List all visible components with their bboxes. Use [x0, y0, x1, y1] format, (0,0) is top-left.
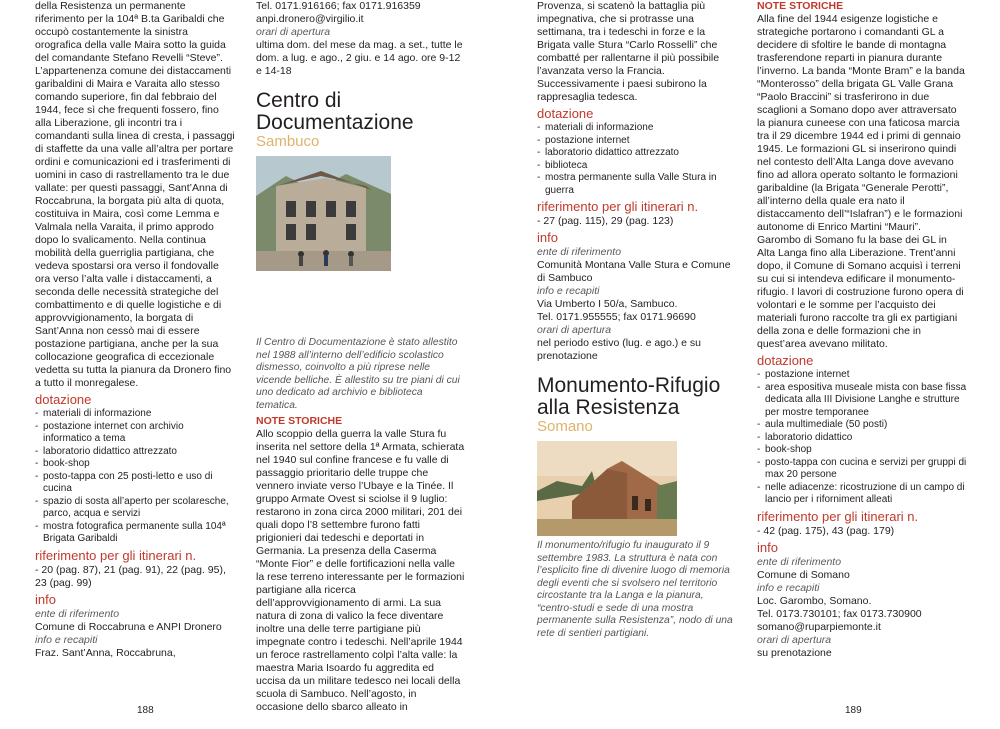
riferimento-text: - 42 (pag. 175), 43 (pag. 179) [757, 524, 895, 537]
email-text: anpi.dronero@virgilio.it [256, 13, 364, 25]
orari-value: su prenotazione [757, 646, 832, 659]
list-item: - posto-tappa con 25 posti-letto e uso di cucina [35, 471, 235, 496]
entry-title: Centro di Documentazione [256, 89, 414, 134]
list-item: - materiali di informazione [537, 122, 737, 135]
column-1 [35, 0, 235, 660]
entry-title: Monumento-Rifugio alla Resistenza [537, 374, 721, 419]
list-item: - mostra fotografica permanente sulla 104ª Brigata Garibaldi [35, 521, 235, 546]
intro-text: della Resistenza un permanente riferimento per la 104ª B.ta Garibaldi che occupò costantemente la sinistra orografica della valle Maira sotto la guida del comandante Stefano Revelli “Steve”. L’appartenenza comune dei distaccamenti garibaldini di Maira e Varaita allo stesso comando superiore, fin dal febbraio del 1944, fece sì che frequenti fossero, fino alla Liberazione, gli incontri tra i comandanti sulla linea di cresta, i passaggi di staffette da una valle all’altra per portare ordini e comunicazioni ed i trasferimenti di uomini in caso di rastrellamento tra le due vallate: per questi passaggi, Sant’Anna di Roccabruna, la borgata più alta di quota, costituiva in Maira, così come Lemma e Valmala nella Varaita, il primo approdo dopo lo svalicamento. Nella continua mobilità della guerriglia partigiana, che vedeva spostarsi ora verso il fondovalle ora verso l’alta valle i distaccamenti, a seconda delle necessità strategiche del combattimento e di quelle logistiche e di approvvigionamento, la borgata di Sant’Anna non cessò mai di essere postazione partigiana, anche per la sua collocazione geografica di eccezionale vedetta su tutta la pianura da Dronero fino a tutto il monregalese. [35, 0, 235, 389]
section-heading-riferimento: riferimento per gli itinerari n. [757, 508, 919, 524]
list-item: - book-shop [35, 458, 235, 471]
list-item: - laboratorio didattico attrezzato [537, 147, 737, 160]
dotazione-list [537, 122, 737, 197]
building-photo [256, 156, 391, 271]
orari-value: ultima dom. del mese da mag. a set., tutte le dom. a lug. e ago., 2 giu. e 14 ago. ore 9-12 e 14-18 [256, 39, 463, 77]
recapiti-label: info e recapiti [35, 633, 98, 646]
dotazione-list [757, 369, 967, 507]
list-item: - laboratorio didattico attrezzato [35, 446, 235, 459]
list-item: - mostra permanente sulla Valle Stura in guerra [537, 172, 737, 197]
note-text: Alla fine del 1944 esigenze logistiche e strategiche portarono i comandanti GL a decidere di sfoltire le bande di montagna trasferendone reparti in pianura durante l’inverno. La banda “Monte Bram” e la banda “Monterosso” della brigata GL Valle Grana “Paolo Braccini” si trasferirono in due scaglioni a Somano dopo aver attraversato la pianura cuneese con una faticosa marcia tra il 29 dicembre 1944 ed i primi di gennaio 1945. Le formazioni GL si inserirono quindi nel contesto dell’Alta Langa dove avevano fino ad allora operato soltanto le formazioni garibaldine (la Brigata “Generale Perotti”, all’interno della quale era nato il distaccamento dell’“Islafran”) e le formazioni autonome di Enrico Martini “Mauri”. Garombo di Somano fu la base dei GL in Alta Langa fino alla Liberazione. Trent’anni dopo, il Comune di Somano acquisì i terreni su cui si intendeva edificare il monumento-rifugio. I lavori di costruzione furono opera di volontari e le somme per l’acquisto dei materiali furono raccolte tra gli ex partigiani della zona e delle formazioni che in quest’area avevano militato. [757, 13, 965, 350]
entry-place: Somano [537, 418, 593, 435]
page-number-right: 189 [845, 705, 862, 716]
phone-text: Tel. 0171.955555; fax 0171.96690 [537, 311, 696, 323]
list-item: - posto-tappa con cucina e servizi per gruppi di max 20 persone [757, 457, 967, 482]
page-number-left: 188 [137, 705, 154, 716]
phone-text: Tel. 0171.916166; fax 0171.916359 [256, 0, 421, 12]
note-heading: NOTE STORICHE [757, 0, 844, 12]
list-item: - book-shop [757, 444, 967, 457]
section-heading-dotazione: dotazione [757, 353, 814, 368]
section-heading-dotazione: dotazione [35, 392, 92, 407]
recapiti-label: info e recapiti [537, 285, 600, 297]
ente-value: Comune di Somano [757, 568, 850, 581]
riferimento-text: - 27 (pag. 115), 29 (pag. 123) [537, 215, 674, 227]
ente-value: Comune di Roccabruna e ANPI Dronero [35, 620, 222, 633]
recapiti-label: info e recapiti [757, 581, 820, 594]
orari-label: orari di apertura [757, 633, 832, 646]
photo-caption: Il Centro di Documentazione è stato allestito nel 1988 all’interno dell’edificio scolastico dismesso, coinvolto a più riprese nelle vicende belliche. È allestito su tre piani di cui uno dedicato ad archivio e biblioteca tematica. [256, 337, 460, 411]
recapiti-value: Loc. Garombo, Somano. [757, 594, 872, 607]
list-item: - postazione internet [757, 369, 967, 382]
orari-value: nel periodo estivo (lug. e ago.) e su prenotazione [537, 337, 702, 362]
list-item: - postazione internet [537, 135, 737, 148]
ente-label: ente di riferimento [35, 607, 120, 620]
section-heading-info: info [35, 591, 56, 607]
section-heading-info: info [757, 539, 778, 555]
ente-label: ente di riferimento [537, 246, 622, 258]
photo-caption: Il monumento/rifugio fu inaugurato il 9 settembre 1983. La struttura è nata con l’esplicito fine di divenire luogo di memoria degli eventi che si svolsero nel territorio circostante tra la Langa e la pianura, “centro-studi e sede di una mostra permanente sulla Resistenza”, nodo di una rete di sentieri partigiani. [537, 540, 733, 639]
column-2 [256, 0, 466, 714]
column-4 [757, 0, 967, 660]
email-text: somano@ruparpiemonte.it [757, 620, 881, 633]
recapiti-value: Fraz. Sant’Anna, Roccabruna, [35, 646, 176, 659]
section-heading-riferimento: riferimento per gli itinerari n. [35, 547, 197, 563]
dotazione-list [35, 408, 235, 546]
intro-text: Provenza, si scatenò la battaglia più impegnativa, che si protrasse una settimana, tra i tedeschi in forze e la Brigata valle Stura “Carlo Rosselli” che combatté per rallentarne il più possibile l’avanzata verso la Francia. Successivamente i paesi subirono la rappresaglia tedesca. [537, 0, 720, 103]
list-item: - biblioteca [537, 160, 737, 173]
list-item: - postazione internet con archivio informatico a tema [35, 421, 235, 446]
section-heading-riferimento: riferimento per gli itinerari n. [537, 199, 699, 214]
ente-value: Comunità Montana Valle Stura e Comune di Sambuco [537, 259, 731, 284]
entry-place: Sambuco [256, 133, 320, 150]
section-heading-dotazione: dotazione [537, 106, 594, 121]
riferimento-text: - 20 (pag. 87), 21 (pag. 91), 22 (pag. 95), 23 (pag. 99) [35, 563, 226, 589]
ente-label: ente di riferimento [757, 555, 842, 568]
list-item: - area espositiva museale mista con base fissa dedicata alla III Divisione Langhe e strutture per mostre temporanee [757, 382, 967, 420]
section-heading-info: info [537, 230, 558, 245]
list-item: - materiali di informazione [35, 408, 235, 421]
note-text: Allo scoppio della guerra la valle Stura fu inserita nel settore della 1ª Armata, schierata nel 1940 sul confine francese e fu valle di passaggio prioritario delle truppe che vennero inviate verso l’Ubaye e la Tinée. Il gruppo Armate Ovest si sciolse il 9 luglio: restarono in zona circa 2000 militari, 201 dei quali dopo l’8 settembre furono fatti prigionieri dai tedeschi e deportati in Germania. La presenza della Caserma “Monte Fior” e delle fortificazioni nella valle la rese terreno interessante per le formazioni partigiane alla ricerca dell’approvvigionamento di armi. La sua natura di zona di valico la fece diventare inoltre una delle terre partigiane più impegnate contro i tedeschi. Nell’aprile 1944 un feroce rastrellamento colpì l’alta valle: la maestra Maria Isoardo fu aggredita ed uccisa da un militare tedesco nei locali della scuola di Sambuco. Nell’agosto, in occasione dello sbarco alleato in [256, 428, 465, 713]
column-3 [537, 0, 737, 640]
list-item: - nelle adiacenze: ricostruzione di un campo di lancio per i riforniment alleati [757, 482, 967, 507]
list-item: - aula multimediale (50 posti) [757, 419, 967, 432]
phone-text: Tel. 0173.730101; fax 0173.730900 [757, 607, 922, 620]
recapiti-value: Via Umberto I 50/a, Sambuco. [537, 298, 678, 310]
list-item: - laboratorio didattico [757, 432, 967, 445]
list-item: - spazio di sosta all’aperto per scolaresche, parco, acqua e servizi [35, 496, 235, 521]
monument-photo [537, 441, 677, 536]
note-heading: NOTE STORICHE [256, 415, 343, 427]
orari-label: orari di apertura [537, 324, 612, 336]
orari-label: orari di apertura [256, 26, 331, 38]
